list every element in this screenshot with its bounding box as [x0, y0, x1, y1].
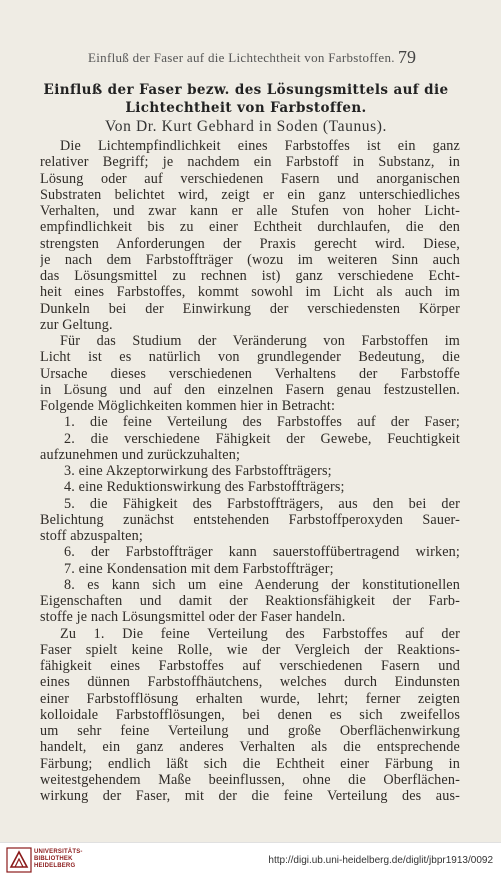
list-item: 1. die feine Verteilung des Farbstoffes auf der Faser; [64, 414, 460, 431]
text-line: Zu 1. Die feine Verteilung des Farbstoffes auf der [60, 625, 460, 642]
list-item: 4. eine Reduktionswirkung des Farbstoffträgers; [64, 479, 345, 496]
university-seal-icon [6, 847, 32, 873]
list-item: 7. eine Kondensation mit dem Farbstoffträger; [64, 560, 334, 577]
text-line: Färbung; endlich läßt sich die Echtheit einer Färbung in [40, 755, 460, 772]
text-line: aufzunehmen und zurückzuhalten; [40, 446, 241, 463]
list-item: 2. die verschiedene Fähigkeit der Gewebe, Feuchtigkeit [64, 430, 460, 447]
text-line: Lösung oder auf verschiedenen Fasern und anorganischen [40, 170, 460, 187]
text-line: Eigenschaften und damit der Reaktionsfähigkeit der Farb- [40, 593, 460, 609]
article-body [40, 138, 460, 804]
library-logo-text: UNIVERSITÄTS- BIBLIOTHEK HEIDELBERG [34, 849, 83, 869]
text-line: fähigkeit eines Farbstoffes auf verschiedenen Fasern und [40, 658, 460, 674]
text-line: in Lösung und auf den einzelnen Fasern genau festzustellen. [40, 381, 460, 398]
text-line: um sehr feine Verteilung und große Oberflächenwirkung [40, 723, 460, 739]
text-line: Die Lichtempfindlichkeit eines Farbstoffes ist ein ganz [60, 138, 460, 154]
list-item: 6. der Farbstoffträger kann sauerstoffübertragend wirken; [64, 544, 460, 561]
text-line: einer Farbstofflösung erhalten wurde, lehrt; ferner zeigten [40, 690, 460, 707]
digitization-footer [0, 842, 501, 879]
text-line: weitestgehendem Maße beeinflussen, ohne die Oberflächen- [40, 771, 460, 788]
text-line: Folgende Möglichkeiten kommen hier in Betracht: [40, 398, 336, 414]
text-line: handelt, ein ganz anderes Verhalten als die entsprechende [40, 739, 460, 756]
text-line: Licht ist es natürlich von grundlegender Bedeutung, die [40, 349, 460, 366]
article-title-line-1: Einfluß der Faser bezw. des Lösungsmittels auf die [43, 82, 449, 98]
text-line: wirkung der Faser, mit der die feine Verteilung des aus- [40, 788, 460, 804]
text-line: das Lösungsmittel zu rechnen ist) ganz verschiedene Echt- [40, 268, 460, 284]
text-line: stoffe je nach Lösungsmittel oder der Faser handeln. [40, 609, 346, 626]
text-line: strengsten Anforderungen der Praxis gerecht wird. Diese, [40, 235, 460, 252]
list-item: 8. es kann sich um eine Aenderung der konstitutionellen [64, 576, 460, 593]
text-line: kolloidale Farbstofflösungen, bei denen es sich zweifellos [40, 706, 460, 723]
text-line: Verhalten, und zwar kann er alle Stufen von hoher Licht- [40, 203, 460, 219]
text-line: Substraten belichtet wird, zeigt er ein ganz unterschiedliches [40, 186, 460, 203]
article-author: Von Dr. Kurt Gebhard in Soden (Taunus). [104, 118, 388, 135]
text-line: eines dünnen Farbstoffhäutchens, welches durch Eindunsten [40, 674, 460, 691]
text-line: relativer Begriff; je nachdem ein Farbstoff in Substanz, in [40, 154, 460, 171]
text-line: Faser spielt keine Rolle, wie der Vergleich der Reaktions- [40, 641, 460, 658]
article-title-line-2: Lichtechtheit von Farbstoffen. [125, 100, 367, 116]
list-item: 3. eine Akzeptorwirkung des Farbstoffträgers; [64, 463, 332, 479]
running-title: Einfluß der Faser auf die Lichtechtheit von Farbstoffen. [88, 50, 395, 65]
text-line: stoff abzuspalten; [40, 528, 143, 544]
text-line: zur Geltung. [40, 316, 113, 333]
text-line: Ursache dieses verschiedenen Verhaltens der Farbstoffe [40, 365, 460, 382]
list-item: 5. die Fähigkeit des Farbstoffträgers, aus den bei der [64, 495, 460, 512]
permalink-url[interactable]: http://digi.ub.uni-heidelberg.de/diglit/jbpr1913/0092 [268, 855, 493, 866]
text-line: empfindlichkeit bis zu einer Echtheit durchlaufen, die den [40, 219, 460, 236]
text-line: je nach dem Farbstoffträger (wozu im weiteren Sinn auch [40, 251, 460, 268]
page-number: 79 [398, 47, 416, 67]
text-line: Dunkeln bei der Einwirkung der verschiedensten Körper [40, 300, 460, 317]
text-line: Belichtung zunächst entstehenden Farbstoffperoxyden Sauer- [40, 511, 460, 528]
text-line: heit eines Farbstoffes, kommt sowohl im Licht als auch im [40, 284, 460, 301]
text-line: Für das Studium der Veränderung von Farbstoffen im [60, 333, 460, 349]
